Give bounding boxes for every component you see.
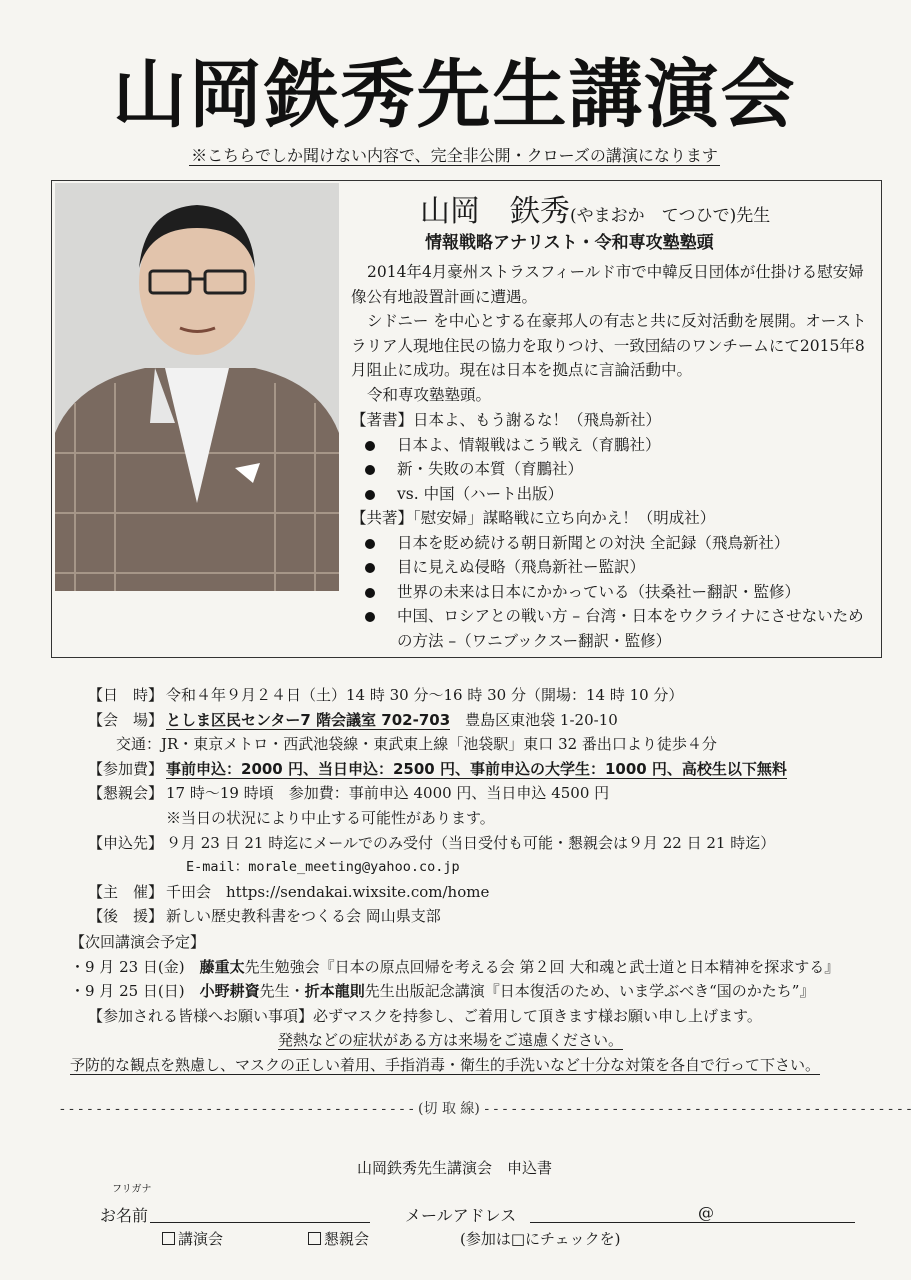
speaker-photo xyxy=(55,183,339,591)
apply-row: 【申込先】 ９月 23 日 21 時迄にメールでのみ受付（当日受付も可能・懇親会は９月 22 日 21 時迄） xyxy=(88,833,776,852)
party-row: 【懇親会】 17 時〜19 時頃 参加費：事前申込 4000 円、当日申込 4500 円 xyxy=(88,784,610,803)
fee-row: 【参加費】 事前申込：2000 円、当日申込：2500 円、事前申込の大学生：1000 円、高校生以下無料 xyxy=(88,759,787,778)
book-item: 目に見えぬ侵略（飛鳥新社ー監訳） xyxy=(351,555,879,580)
bullet-icon xyxy=(365,465,375,475)
bullet-icon xyxy=(365,490,375,500)
request-fever: 発熱などの症状がある方は来場をご遠慮ください。 xyxy=(278,1031,624,1050)
checkbox-note: (参加は□にチェックを) xyxy=(460,1230,621,1248)
speaker-name-reading: (やまおか てつひで) xyxy=(570,206,737,226)
bibliography xyxy=(351,408,879,653)
cut-line: - - - - - - - - - - - - - - - - - - - - - - - - - - - - - - - - - - - - - - - (切 取 線) - - - - - - - - - - - - - - - - - - - - - - - - - - - - - - - - - - - - - - - - - - - - - - - xyxy=(60,1101,911,1117)
coauthor-head: 【共著】「慰安婦」謀略戦に立ち向かえ！（明成社） xyxy=(351,509,716,527)
bio-paragraph: シドニー を中心とする在豪邦人の有志と共に反対活動を展開。オーストラリア人現地住民の協力を取りつけ、一致団結のワンチームにて2015年8月阻止に成功。現在は日本を拠点に言論活動中。 xyxy=(351,312,867,379)
closed-event-note: ※こちらでしか聞けない内容で、完全非公開・クローズの講演になります xyxy=(191,146,718,165)
book-item: 日本を貶め続ける朝日新聞との対決 全記録（飛鳥新社） xyxy=(351,531,879,556)
checkbox-icon xyxy=(162,1232,175,1245)
email-row: E-mail：morale_meeting@yahoo.co.jp xyxy=(186,859,460,876)
request-prevention: 予防的な観点を熟慮し、マスクの正しい着用、手指消毒・衛生的手洗いなど十分な対策を各自で行って下さい。 xyxy=(70,1055,821,1074)
next-head: 【次回講演会予定】 xyxy=(70,933,206,951)
bio-paragraph: 令和専攻塾塾頭。 xyxy=(367,385,492,404)
books-head: 【著書】日本よ、もう謝るな！（飛鳥新社） xyxy=(351,411,662,429)
email-label: メールアドレス xyxy=(405,1206,517,1225)
book-item: 新・失敗の本質（育鵬社） xyxy=(351,457,879,482)
date-row: 【日 時】 令和４年９月２４日（土）14 時 30 分〜16 時 30 分（開場：14 時 10 分） xyxy=(88,686,684,704)
bullet-icon xyxy=(365,441,375,451)
next-event-2: ・9 月 25 日(日) 小野耕資先生・折本龍則先生出版記念講演『日本復活のため、いま学ぶべき“国のかたち”』 xyxy=(70,982,815,1001)
event-details xyxy=(88,683,888,929)
request-row: 【参加される皆様へお願い事項】必ずマスクを持参し、ご着用して頂きます様お願い申し上げます。 xyxy=(88,1006,762,1025)
lecture-checkbox[interactable]: 講演会 xyxy=(162,1228,223,1249)
bullet-icon xyxy=(365,588,375,598)
bullet-icon xyxy=(365,612,375,622)
bullet-icon xyxy=(365,539,375,549)
support-row: 【後 援】 新しい歴史教科書をつくる会 岡山県支部 xyxy=(88,907,441,926)
book-item: 中国、ロシアとの戦い方 – 台湾・日本をウクライナにさせないための方法 –（ワニブックスー翻訳・監修） xyxy=(351,604,879,653)
bio-paragraph: 2014年4月豪州ストラスフィールド市で中韓反日団体が仕掛ける慰安婦像公有地設置計画に遭遇。 xyxy=(351,263,864,306)
name-label: お名前 xyxy=(100,1206,149,1225)
speaker-honorific: 先生 xyxy=(736,206,771,226)
checkbox-icon xyxy=(308,1232,321,1245)
at-sign: @ xyxy=(698,1203,714,1222)
upcoming-events xyxy=(70,930,890,1078)
next-event-1: ・9 月 23 日(金) 藤重太先生勉強会『日本の原点回帰を考える会 第２回 大和魂と武士道と日本精神を探求する』 xyxy=(70,957,840,976)
venue-row: 【会 場】 としま区民センター7 階会議室 702-703 豊島区東池袋 1-20-10 xyxy=(88,710,618,729)
page-title: 山岡鉄秀先生講演会 xyxy=(112,52,797,138)
book-item: 世界の未来は日本にかかっている（扶桑社ー翻訳・監修） xyxy=(351,580,879,605)
name-field[interactable] xyxy=(150,1222,370,1223)
party-checkbox[interactable]: 懇親会 xyxy=(308,1228,369,1249)
book-item: 日本よ、情報戦はこう戦え（育鵬社） xyxy=(351,433,879,458)
furigana-label: フリガナ xyxy=(112,1184,152,1195)
form-title: 山岡鉄秀先生講演会 申込書 xyxy=(356,1159,552,1177)
access-row: 交通：JR・東京メトロ・西武池袋線・東武東上線「池袋駅」東口 32 番出口より徒歩４分 xyxy=(116,735,717,754)
email-field[interactable] xyxy=(530,1222,855,1223)
speaker-role: 情報戦略アナリスト・令和専攻塾塾頭 xyxy=(425,233,714,253)
host-row: 【主 催】 千田会 https://sendakai.wixsite.com/home xyxy=(88,882,490,901)
book-item: vs. 中国（ハート出版） xyxy=(351,482,879,507)
bullet-icon xyxy=(365,563,375,573)
speaker-name: 山岡 鉄秀(やまおか てつひで)先生 xyxy=(420,194,771,229)
speaker-bio xyxy=(351,260,879,407)
party-note: ※当日の状況により中止する可能性があります。 xyxy=(166,808,495,827)
